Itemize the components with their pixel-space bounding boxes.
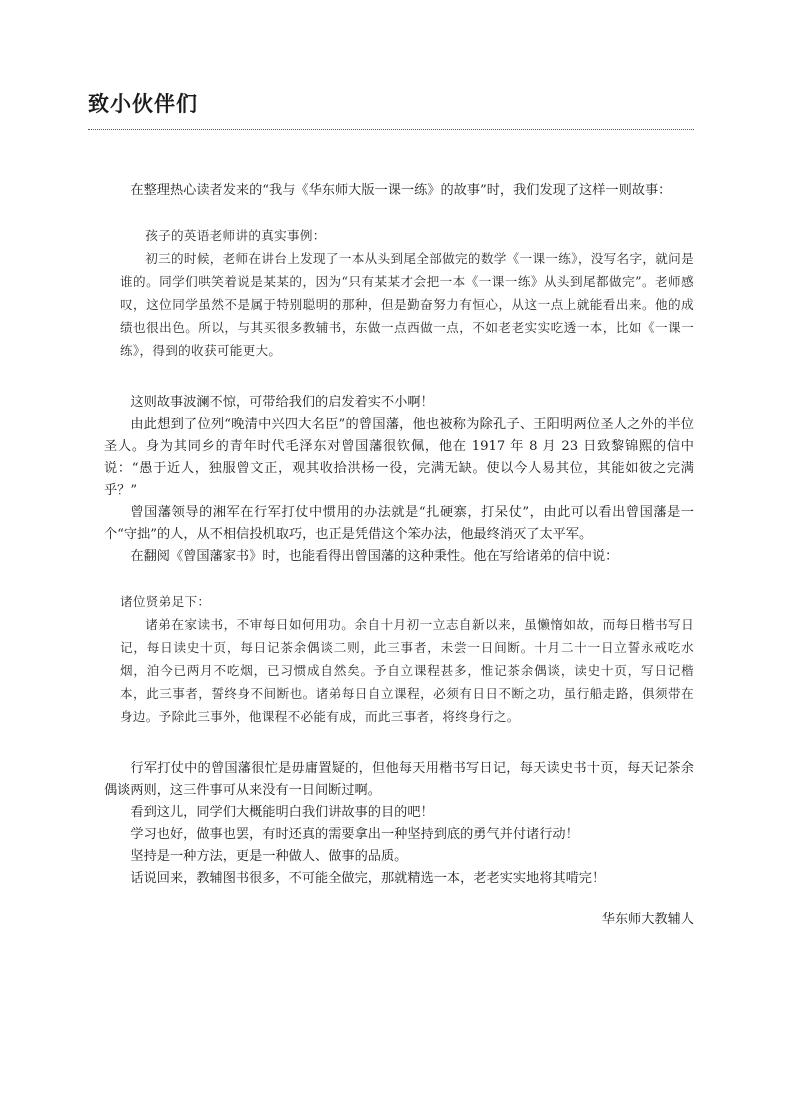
paragraph: 学习也好，做事也罢，有时还真的需要拿出一种坚持到底的勇气并付诸行动！ — [130, 827, 579, 842]
paragraph: 由此想到了位列“晚清中兴四大名臣”的曾国藩，他也被称为除孔子、王阳明两位圣人之外的半位圣人。身为其同乡的青年时代毛泽东对曾国藩很钦佩，他在 1917 年 8 月 23 日致黎锦熙的信中说：“愚于近人，独服曾文正，观其收拾洪杨一役，完满无缺。使以今人易其位，其能如彼之完满乎？” — [104, 417, 694, 498]
quote-heading: 孩子的英语老师讲的真实事例： — [145, 228, 326, 243]
quote-block-family-letter — [104, 590, 694, 728]
page-title: 致小伙伴们 — [88, 92, 198, 116]
letter-text: 诸弟在家读书，不审每日如何用功。余自十月初一立志自新以来，虽懒惰如故，而每日楷书写日记，每日读史十页，每日记茶余偶谈二则，此三事者，未尝一日间断。十月二十一日立誓永戒吃水烟，洎今已两月不吃烟，已习惯成自然矣。予自立课程甚多，惟记茶余偶谈，读史十页，写日记楷本，此三事者，誓终身不间断也。诸弟每日自立课程，必须有日日不断之功，虽行船走路，俱须带在身边。予除此三事外，他课程不必能有成，而此三事者，将终身行之。 — [120, 617, 694, 724]
quote-text: 初三的时候，老师在讲台上发现了一本从头到尾全部做完的数学《一课一练》，没写名字，就问是谁的。同学们哄笑着说是某某的，因为“只有某某才会把一本《一课一练》从头到尾都做完”。老师感叹，这位同学虽然不是属于特别聪明的那种，但是勤奋努力有恒心，从这一点上就能看出来。他的成绩也很出色。所以，与其买很多教辅书，东做一点西做一点，不如老老实实吃透一本，比如《一课一练》，得到的收获可能更大。 — [120, 251, 694, 358]
title-divider — [88, 129, 694, 130]
paragraph: 行军打仗中的曾国藩很忙是毋庸置疑的，但他每天用楷书写日记，每天读史书十页，每天记茶余偶谈两则，这三件事可从来没有一日间断过啊。 — [104, 761, 694, 798]
paragraph: 话说回来，教辅图书很多，不可能全做完，那就精选一本，老老实实地将其啃完！ — [130, 871, 606, 886]
paragraph: 看到这儿，同学们大概能明白我们讲故事的目的吧！ — [130, 805, 434, 820]
quote-block-teacher-story — [104, 224, 694, 362]
paragraph: 坚持是一种方法，更是一种做人、做事的品质。 — [130, 849, 408, 864]
paragraph: 在翻阅《曾国藩家书》时，也能看得出曾国藩的这种秉性。他在写给诸弟的信中说： — [130, 549, 619, 564]
intro-paragraph: 在整理热心读者发来的“我与《华东师大版一课一练》的故事”时，我们发现了这样一则故事： — [130, 183, 672, 198]
letter-salutation: 诸位贤弟足下： — [120, 594, 211, 609]
letter-body — [104, 180, 694, 927]
paragraph: 这则故事波澜不惊，可带给我们的启发着实不小啊！ — [130, 395, 434, 410]
signature: 华东师大教辅人 — [601, 912, 694, 927]
paragraph: 曾国藩领导的湘军在行军打仗中惯用的办法就是“扎硬寨，打呆仗”，由此可以看出曾国藩是一个“守拙”的人，从不相信投机取巧，也正是凭借这个笨办法，他最终消灭了太平军。 — [104, 505, 694, 542]
